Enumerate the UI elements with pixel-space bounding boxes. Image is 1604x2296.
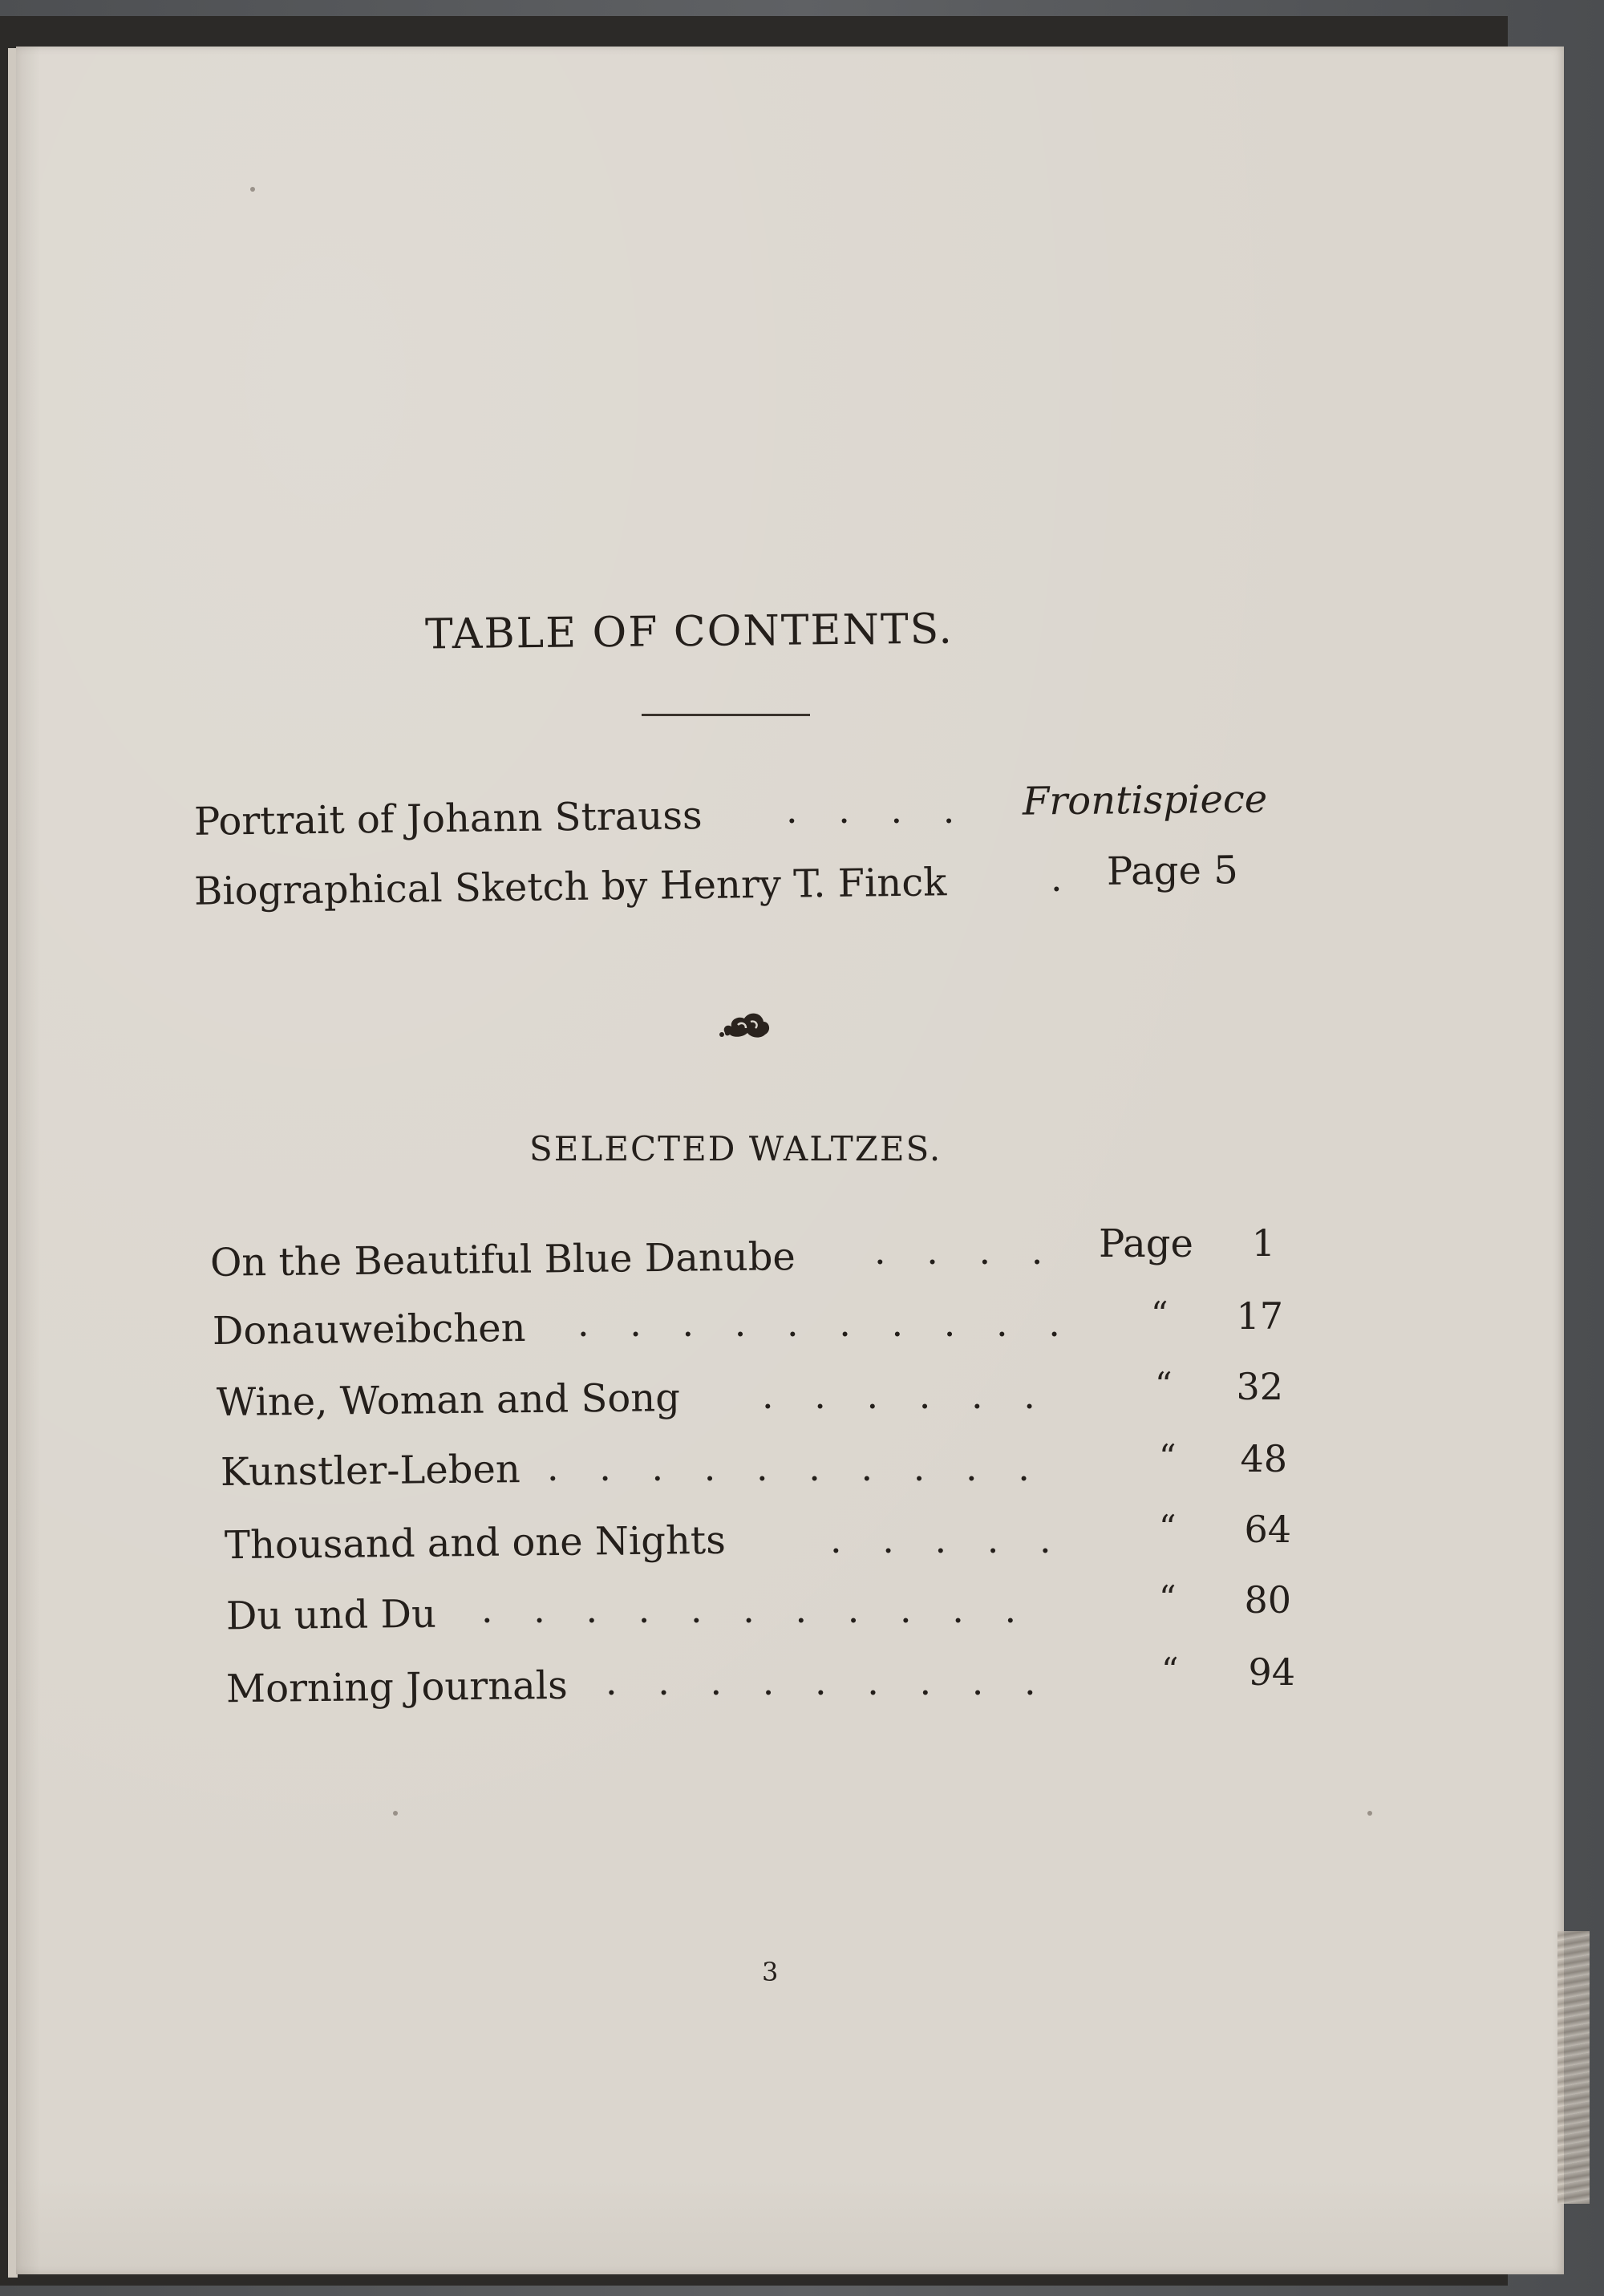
page-number-value: 48: [1240, 1437, 1287, 1480]
page-number-value: 17: [1236, 1294, 1283, 1338]
torn-page-edge: [1557, 1931, 1590, 2204]
page-number-value: 80: [1244, 1578, 1291, 1622]
ditto-mark: “: [1159, 1437, 1177, 1476]
page-content: [16, 47, 1564, 2274]
page-label: Page: [1099, 1221, 1193, 1266]
ditto-mark: “: [1159, 1578, 1177, 1618]
paper-speck: [393, 1811, 398, 1816]
leader-dots: . . . . .: [830, 1518, 1066, 1561]
waltz-title: On the Beautiful Blue Danube: [209, 1234, 796, 1286]
title-rule: [642, 714, 810, 716]
waltz-title: Morning Journals: [225, 1662, 568, 1712]
leader-dots: . . . . . . . . .: [606, 1660, 1051, 1703]
leader-dots: . . . . . . . . . .: [547, 1446, 1044, 1489]
fleuron-ornament-icon: [714, 1001, 778, 1049]
waltz-title: Kunstler-Leben: [220, 1447, 521, 1495]
page-number: 3: [762, 1957, 779, 1987]
paper-speck: [1367, 1811, 1372, 1816]
waltz-title: Donauweibchen: [212, 1305, 526, 1355]
leader-dots: . . . . . . . . . . .: [481, 1588, 1031, 1631]
ditto-mark: “: [1159, 1508, 1177, 1547]
front-matter-dots-sketch: .: [1051, 856, 1077, 900]
waltz-title: Thousand and one Nights: [224, 1517, 727, 1569]
front-matter-page-sketch: Page 5: [1106, 848, 1238, 894]
book-page: [16, 47, 1564, 2274]
leader-dots: . . . . . . . . . .: [577, 1302, 1075, 1345]
page-number-value: 1: [1251, 1221, 1275, 1265]
front-matter-title-sketch: Biographical Sketch by Henry T. Finck: [193, 860, 947, 914]
leader-dots: . . . . . .: [762, 1374, 1050, 1417]
page-number-value: 32: [1236, 1365, 1283, 1408]
ditto-mark: “: [1151, 1294, 1169, 1334]
ditto-mark: “: [1155, 1365, 1173, 1404]
front-matter-page-portrait: Frontispiece: [1022, 776, 1268, 824]
front-matter-dots-portrait: . . . .: [786, 788, 970, 832]
front-matter-title-portrait: Portrait of Johann Strauss: [193, 793, 703, 844]
paper-speck: [250, 187, 255, 192]
ditto-mark: “: [1161, 1650, 1179, 1690]
leader-dots: . . . .: [874, 1229, 1058, 1273]
waltz-title: Du und Du: [225, 1591, 437, 1639]
waltz-title: Wine, Woman and Song: [216, 1375, 681, 1426]
page-number-value: 94: [1248, 1650, 1295, 1694]
section-heading: SELECTED WALTZES.: [529, 1129, 942, 1168]
page-title: TABLE OF CONTENTS.: [424, 605, 954, 659]
page-number-value: 64: [1244, 1508, 1291, 1551]
